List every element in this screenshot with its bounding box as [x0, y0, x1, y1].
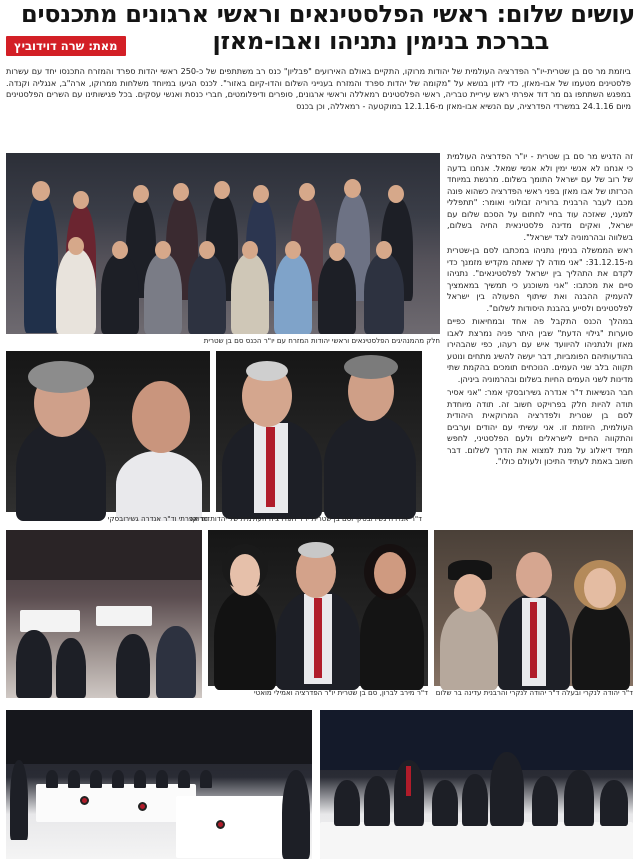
photo-conference-room [6, 710, 312, 859]
side-paragraph-2: ראש הממשלה בנימין נתניהו במכתבו לסם בן-שטרית מ-31.12.15: "אני מודה לך שאתה מקדיש מזמנך כדי לקדם את התהליך בין ישראל לפלסטינאים". נתניהו סיים את מכתבו: "אני משוכנע כי תמשיך במאמציך להעמיק ההבנה ואת שיתוף הפעולה בין ישראל לפלסטינים ולסייע בהבנת היסודות לשלום". [447, 245, 633, 313]
photo-panel-speakers [320, 710, 633, 859]
caption-photo-trio-women: ד"ר יהודה לנקרי ובעלה ד"ר יהודה לנקרי והרבנית עדינה בר שלום [435, 688, 633, 697]
caption-photo-left-pair: דוד אפרתי וד"ר אנדרה גשירובסקי [107, 514, 210, 523]
side-paragraph-1: זה הדגיש מר סם בן שטרית - יו"ר הפדרציה העולמית כי אנחנו לא אנשי ימין ולא אנשי שמאל. אנחנו בדעה של רוב של עם ישראל התומך בשלום. מרגשת במיוחד הכרזתו של אבו מאזן בפני ראשי הפדרציה כשהוא פונה מכבו לעבר הרבנית ברוריה זבולוני ואומר: "תתפללי למעני, שאזכה עוד בחיי לחתום על הסכם שלום עם ישראל, ואקים מדינה פלסטינאית החיה בשלום, בשלווה ובהרמוניה לצד ישראל". [447, 151, 633, 242]
photo-left-pair [6, 351, 210, 512]
side-paragraph-3: במהלך הכנס התקבל פה אחד ובמחיאות כפיים סוערות "גילוי הדעת" שבין היתר פניה נמרצת לאבו מאזן ולנתניהו להיוועד איש עם רעהו, כפי שהבהירו בהודעותיהם הפומביות, דבר יעשה להשיג מתחים ונוטע תקווה בלב שני העמים. הנוכחים תומכים בהקמת שתי מדינות לשני העמים החיות בשלום ובהרמוניה ביניהן. [447, 316, 633, 384]
caption-photo-right-pair: ד"ר אנדרה גשירובסקי וסם בן שטרית יו"ר הפדרציה העולמית של יהדות מרוקו [190, 514, 422, 523]
photo-right-pair [216, 351, 422, 512]
caption-photo-trio-center: ד"ר מירב לברון, סם בן שטרית יו"ר הפדרציה ואמילי מואטי [254, 688, 428, 697]
byline-badge: מאת: שרה דוידוביץ [6, 36, 126, 56]
headline-line-2: בברכת בנימין נתניהו ואבו-מאזן [212, 27, 549, 56]
group-photo [6, 153, 440, 334]
article-side-column [447, 151, 633, 529]
caption-group-photo: חלק מהמנהיגים הפלסטינאים וראשי יהודות המזרח עם יו"ר הכנס סם בן שטרית [203, 336, 440, 345]
photo-trio-women [434, 530, 633, 686]
photo-hall-tables [6, 530, 202, 698]
intro-paragraph: ביוזמת מר סם בן שטרית-יו"ר הפדרציה העולמית של יהודות מרוקו, התקיים באולם האירועים "פבליון" כנס רב משתתפים של כ-250 ראשי יהדות ספרד והמזרח התכנסו יחד עם עשרות פלסטינים מטעמו של אבו-מאזן, כדי לדון בנושא על "מקומה של יהדות ספרד והמזרח בענייני השלום והדו-קיום באזור". לכנס הגיעו במיוחד משלחות ממרוקו, ארה"ב, אנגליה וקנדה. במפגש השתתפו גם מר דוד אפרתי ראש עיריית טבריה, ראשי הפלסטינים רמאללה וראשי ארגונים, סופרים ודיפלומטים, חברי כנסת ואנשי עסקים. בכל פגישותינו עם השרים הפלסטינים מיום 24.1.16 במשרדי הפדרציה, עם הנשיא אבו-מאזן מ-12.1.16 במוקטעה - רמאללה, וכן בכנס [6, 66, 631, 111]
side-paragraph-4: חבר הנשיאות ד"ר אנדרה גשירובסקי אמר: "אני אסיר תודה להיות חלק בפרויקט חשוב זה. תודה מיוחדת לסם בן שטרית ולפדרציה המרוקאית היהודית העולמית, היוזמת זו. אני עשיתי עם יהודים וערבים והתקווה החיים לישראלים ולעם הפלסטיני, לחפש תמיד דיאלוג על מנת למצוא את הדרך לשלום. דבר חשוב באמת לעתיד התיכון ולעולם כולו". [447, 387, 633, 466]
photo-trio-center [208, 530, 428, 686]
headline-line-1: עושים שלום: ראשי הפלסטינאים וראשי ארגונים מתכנסים [21, 0, 635, 28]
